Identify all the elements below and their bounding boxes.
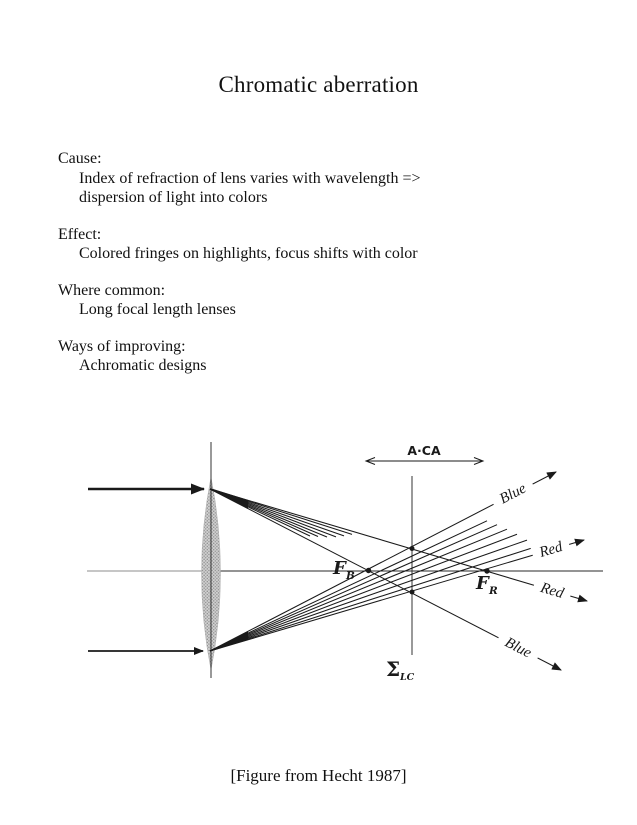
red-bottom-label [532, 577, 573, 604]
svg-text:F: F [476, 573, 489, 594]
blue-bottom-label [495, 630, 542, 665]
section-line: dispersion of light into colors [79, 189, 268, 206]
body-text [58, 149, 578, 393]
section-heading: Ways of improving: [58, 337, 186, 355]
chromatic-aberration-diagram [0, 425, 637, 715]
page-title: Chromatic aberration [218, 72, 419, 97]
focal-point-blue-dot [366, 568, 371, 573]
section-heading: Where common: [58, 281, 166, 299]
least-confusion-upper-dot [410, 546, 415, 551]
section-line: Achromatic designs [79, 357, 207, 374]
least-confusion-lower-dot [410, 590, 415, 595]
focal-red-label [475, 573, 498, 597]
svg-text:R: R [489, 585, 498, 597]
axial-ca-span-arrow [366, 458, 483, 465]
sigma-lc-label [386, 657, 415, 683]
red-top-label [530, 536, 571, 563]
bottom-edge-ray-fan [210, 472, 584, 651]
aca-label: A·CA [407, 443, 441, 458]
blue-top-label [489, 476, 536, 511]
red-ray-from-top [210, 489, 587, 601]
figure-caption: [Figure from Hecht 1987] [230, 766, 407, 785]
svg-text:Red: Red [538, 580, 566, 602]
svg-text:Σ: Σ [386, 657, 401, 681]
red-ray-from-bottom [210, 540, 584, 651]
section-cause [58, 149, 578, 208]
svg-text:Blue: Blue [502, 634, 534, 662]
svg-text:Red: Red [537, 539, 565, 561]
section-ways-of-improving [58, 337, 578, 376]
section-line: Long focal length lenses [79, 301, 236, 318]
section-heading: Cause: [58, 150, 102, 167]
svg-text:B: B [346, 570, 355, 582]
section-heading: Effect: [58, 225, 102, 243]
svg-text:LC: LC [400, 672, 415, 683]
section-line: Colored fringes on highlights, focus shifts with color [79, 245, 418, 262]
section-effect [58, 225, 578, 264]
svg-text:F: F [333, 558, 346, 579]
section-line: Index of refraction of lens varies with wavelength => [79, 169, 421, 187]
section-where-common [58, 281, 578, 320]
svg-text:Blue: Blue [497, 480, 529, 508]
